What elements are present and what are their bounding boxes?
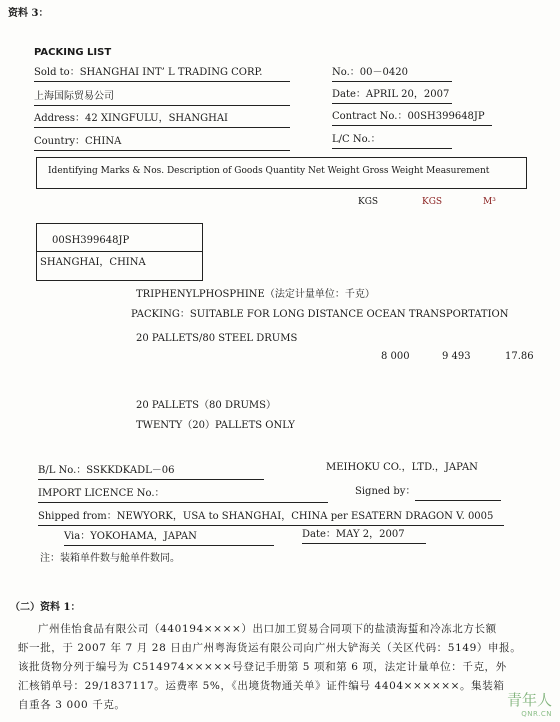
lc-number: L/C No.： — [332, 134, 381, 145]
watermark-url: QNR.CN — [521, 710, 552, 718]
marks-destination: SHANGHAI，CHINA — [40, 257, 146, 268]
packing-list-heading: PACKING LIST — [34, 47, 112, 58]
address: Address：42 XINGFULU，SHANGHAI — [34, 113, 229, 124]
signature-line — [415, 500, 501, 501]
net-weight-unit: KGS — [358, 197, 379, 207]
shipped-from: Shipped from：NEWYORK，USA to SHANGHAI，CHINA per ESATERN DRAGON V. 0005 — [38, 511, 494, 522]
gross-weight-unit: KGS — [422, 197, 443, 207]
import-licence: IMPORT LICENCE No.： — [38, 488, 165, 499]
paragraph-line: 汇核销单号：29/1837117。运费率 5%，《出境货物通关单》证件编号 4404××××××。集装箱 — [18, 680, 505, 692]
case-paragraph — [18, 620, 546, 715]
goods-packing: PACKING：SUITABLE FOR LONG DISTANCE OCEAN TRANSPORTATION — [131, 309, 509, 320]
via-underline — [64, 545, 274, 546]
section2-title: （二）资料 1： — [10, 602, 81, 613]
via-port: Via：YOKOHAMA，JAPAN — [64, 531, 197, 542]
bl-underline — [38, 479, 264, 480]
total-pallets: 20 PALLETS（80 DRUMS） — [136, 400, 277, 411]
contract-number: Contract No.：00SH399648JP — [332, 111, 485, 122]
import-licence-underline — [38, 502, 328, 503]
site-watermark — [507, 689, 552, 718]
shipment-date: Date：MAY 2，2007 — [302, 529, 405, 540]
lc-underline — [332, 148, 452, 149]
signed-by: Signed by： — [355, 486, 416, 497]
sold-to-cn-underline — [34, 105, 290, 106]
packing-note: 注：装箱单件数与舱单件数同。 — [40, 553, 180, 564]
sold-to-chinese: 上海国际贸易公司 — [34, 91, 114, 102]
marks-contract: 00SH399648JP — [52, 235, 130, 246]
net-weight-value: 8 000 — [381, 351, 410, 362]
document-number: No.：00－0420 — [332, 67, 408, 78]
address-underline — [34, 127, 290, 128]
paragraph-line: 虾一批，于 2007 年 7 月 28 日由广州粤海货运有限公司向广州大铲海关（关区代码：5149）申报。 — [18, 642, 522, 654]
total-in-words: TWENTY（20）PALLETS ONLY — [136, 420, 295, 431]
sold-to-underline — [34, 81, 290, 82]
country: Country：CHINA — [34, 136, 122, 147]
paragraph-line: 广州佳怡食品有限公司（440194××××）出口加工贸易合同项下的盐渍海蜇和冷冻北方长额 — [38, 623, 497, 635]
marks-divider — [36, 251, 202, 252]
sold-to: Sold to：SHANGHAI INT’ L TRADING CORP. — [34, 67, 263, 78]
marks-box — [36, 223, 203, 281]
contract-underline — [332, 125, 492, 126]
bl-number: B/L No.：SSKKDKADL－06 — [38, 465, 175, 476]
document-date: Date：APRIL 20，2007 — [332, 89, 450, 100]
paragraph-line: 该批货物分列于编号为 C514974×××××号登记手册第 5 项和第 6 项，法定计量单位：千克，外 — [18, 661, 507, 673]
date-underline — [332, 103, 452, 104]
watermark-logo: 青年人 — [506, 691, 552, 709]
measurement-unit: M³ — [483, 197, 496, 207]
paragraph-line: 自重各 3 000 千克。 — [18, 699, 126, 711]
section-title: 资料 3： — [8, 8, 49, 19]
gross-weight-value: 9 493 — [442, 351, 471, 362]
table-header: Identifying Marks & Nos. Description of Goods Quantity Net Weight Gross Weight Measurement — [48, 166, 490, 176]
goods-quantity: 20 PALLETS/80 STEEL DRUMS — [136, 333, 298, 344]
no-underline — [332, 81, 452, 82]
goods-name: TRIPHENYLPHOSPHINE（法定计量单位：千克） — [136, 289, 375, 300]
issuer-company: MEIHOKU CO.，LTD.，JAPAN — [326, 462, 478, 473]
country-underline — [34, 150, 290, 151]
shipment-date-underline — [302, 543, 426, 544]
measurement-value: 17.86 — [505, 351, 534, 362]
shipped-from-underline — [38, 525, 504, 526]
